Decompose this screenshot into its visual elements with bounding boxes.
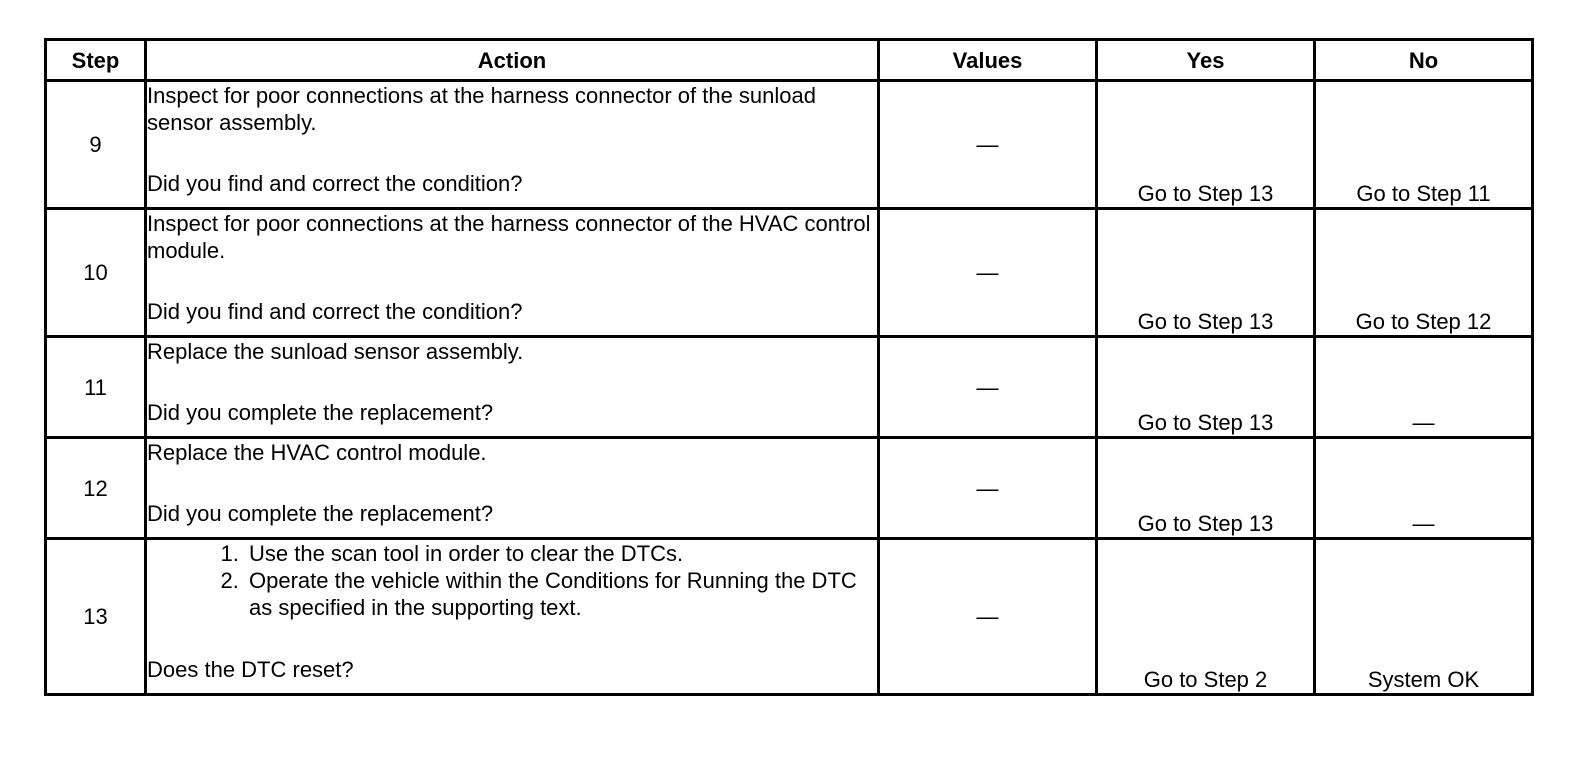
diagnostic-table bbox=[44, 38, 1534, 696]
table-row bbox=[46, 337, 1533, 438]
step-number: 9 bbox=[46, 81, 146, 209]
no-result: Go to Step 11 bbox=[1315, 81, 1533, 209]
values-cell: — bbox=[879, 81, 1097, 209]
yes-result: Go to Step 13 bbox=[1097, 337, 1315, 438]
action-instruction: Replace the sunload sensor assembly. bbox=[147, 339, 524, 364]
step-number: 10 bbox=[46, 209, 146, 337]
yes-result: Go to Step 2 bbox=[1097, 539, 1315, 695]
table-row bbox=[46, 438, 1533, 539]
action-cell bbox=[146, 539, 879, 695]
action-cell bbox=[146, 209, 879, 337]
action-question: Did you find and correct the condition? bbox=[147, 299, 523, 324]
header-row bbox=[46, 40, 1533, 81]
step-number: 12 bbox=[46, 438, 146, 539]
header-no: No bbox=[1315, 40, 1533, 81]
no-result: System OK bbox=[1315, 539, 1533, 695]
no-result: — bbox=[1315, 438, 1533, 539]
values-cell: — bbox=[879, 438, 1097, 539]
header-yes: Yes bbox=[1097, 40, 1315, 81]
action-instruction: Inspect for poor connections at the harness connector of the sunload sensor assembly. bbox=[147, 83, 816, 135]
values-cell: — bbox=[879, 539, 1097, 695]
no-result: Go to Step 12 bbox=[1315, 209, 1533, 337]
step-number: 11 bbox=[46, 337, 146, 438]
header-action: Action bbox=[146, 40, 879, 81]
action-step-list bbox=[147, 540, 877, 621]
table-row bbox=[46, 209, 1533, 337]
action-question: Did you complete the replacement? bbox=[147, 400, 494, 425]
action-question: Did you find and correct the condition? bbox=[147, 171, 523, 196]
table-row bbox=[46, 539, 1533, 695]
action-question: Did you complete the replacement? bbox=[147, 501, 494, 526]
header-values: Values bbox=[879, 40, 1097, 81]
action-instruction: Replace the HVAC control module. bbox=[147, 440, 487, 465]
action-cell bbox=[146, 438, 879, 539]
yes-result: Go to Step 13 bbox=[1097, 438, 1315, 539]
values-cell: — bbox=[879, 209, 1097, 337]
action-cell bbox=[146, 337, 879, 438]
action-question: Does the DTC reset? bbox=[147, 657, 354, 682]
no-result: — bbox=[1315, 337, 1533, 438]
action-cell bbox=[146, 81, 879, 209]
table-row bbox=[46, 81, 1533, 209]
header-step: Step bbox=[46, 40, 146, 81]
action-list-item: 1. Use the scan tool in order to clear the DTCs. bbox=[245, 540, 877, 567]
step-number: 13 bbox=[46, 539, 146, 695]
yes-result: Go to Step 13 bbox=[1097, 81, 1315, 209]
values-cell: — bbox=[879, 337, 1097, 438]
yes-result: Go to Step 13 bbox=[1097, 209, 1315, 337]
action-instruction: Inspect for poor connections at the harness connector of the HVAC control module. bbox=[147, 211, 871, 263]
action-list-item: 2. Operate the vehicle within the Conditions for Running the DTC as specified in the supporting text. bbox=[245, 567, 877, 621]
